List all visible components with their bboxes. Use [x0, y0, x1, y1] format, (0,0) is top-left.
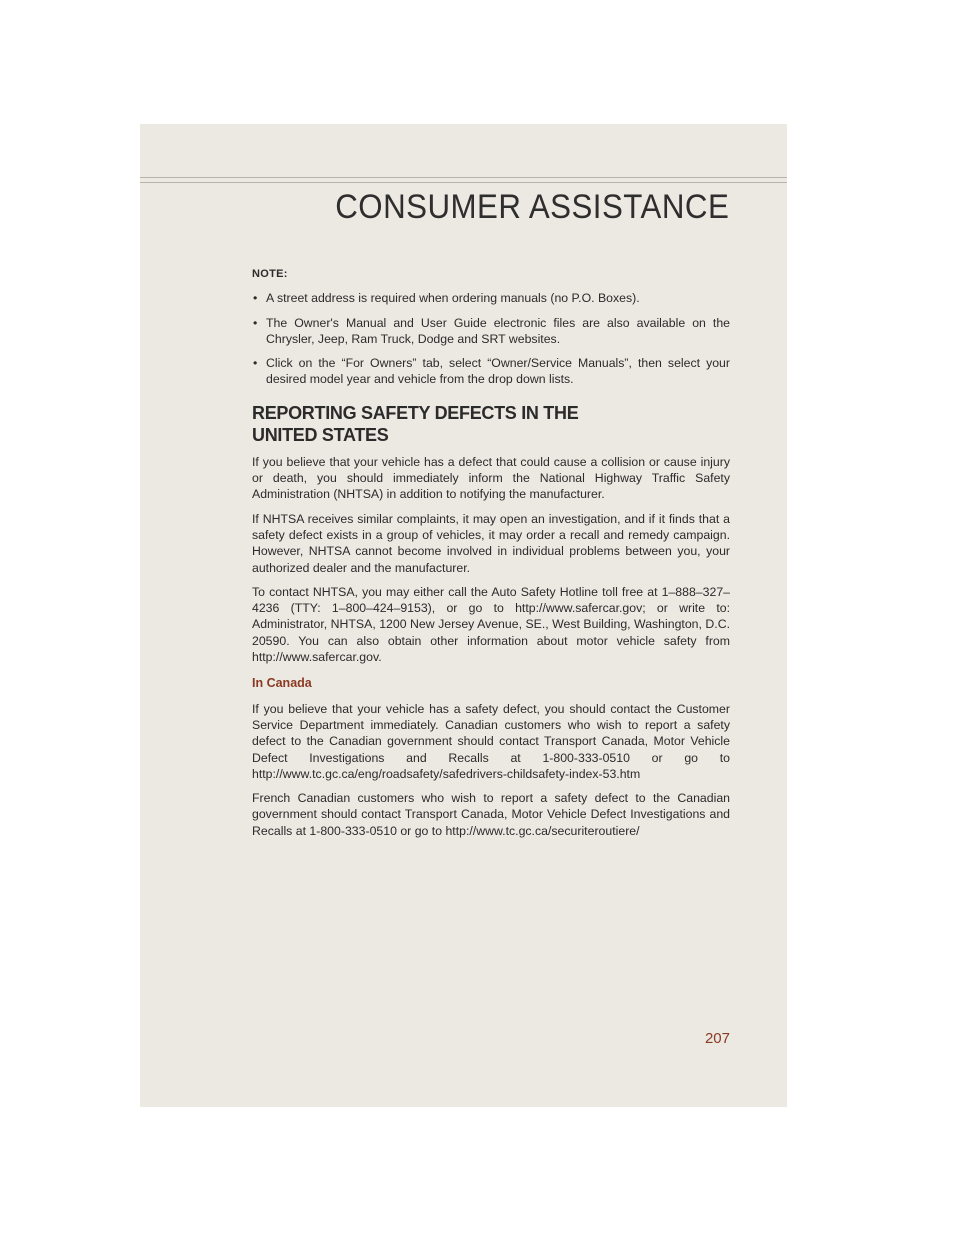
manual-page [140, 124, 787, 1107]
note-label: NOTE: [252, 268, 288, 280]
bullet-dot-icon: • [253, 315, 258, 330]
note-bullet-text: The Owner's Manual and User Guide electronic files are also available on the Chrysler, Jeep, Ram Truck, Dodge and SRT websites. [266, 315, 730, 346]
chapter-title: CONSUMER ASSISTANCE [334, 188, 729, 226]
note-bullet-text: Click on the “For Owners” tab, select “Owner/Service Manuals”, then select your desired model year and vehicle from the drop down lists. [266, 356, 730, 387]
note-bullet [252, 315, 730, 348]
bullet-dot-icon: • [253, 356, 258, 371]
page-content [252, 266, 730, 847]
note-bullet-text: A street address is required when ordering manuals (no P.O. Boxes). [266, 291, 640, 306]
bullet-dot-icon: • [253, 291, 258, 306]
section-heading: REPORTING SAFETY DEFECTS IN THE UNITED STATES [252, 402, 579, 445]
header-rule-bottom [140, 182, 787, 183]
note-bullet [252, 290, 730, 306]
note-bullet [252, 355, 730, 388]
section-paragraph: If you believe that your vehicle has a defect that could cause a collision or cause injury or death, you should immediately inform the National Highway Traffic Safety Administration (NHTSA) in addition to notifying the manufacturer. [252, 454, 730, 502]
canada-subheading: In Canada [252, 676, 312, 691]
page-number: 207 [704, 1030, 730, 1047]
header-rule-top [140, 177, 787, 178]
section-paragraph: If NHTSA receives similar complaints, it may open an investigation, and if it finds that a safety defect exists in a group of vehicles, it may order a recall and remedy campaign. However, NHTSA cannot become involved in individual problems between you, your authorized dealer and the manufacturer. [252, 511, 730, 575]
note-bullet-list [252, 290, 730, 387]
canada-paragraph: French Canadian customers who wish to report a safety defect to the Canadian government should contact Transport Canada, Motor Vehicle Defect Investigations and Recalls at 1-800-333-0510 or go to http://www.tc.gc.ca/securiteroutiere/ [252, 791, 730, 838]
section-paragraph: To contact NHTSA, you may either call the Auto Safety Hotline toll free at 1–888–327–4236 (TTY: 1–800–424–9153), or go to http://www.safercar.gov; or write to: Administrator, NHTSA, 1200 New Jersey Avenue, SE., West Building, Washington, D.C. 20590. You can also obtain other information about motor vehicle safety from http://www.safercar.gov. [252, 584, 730, 665]
canada-paragraph: If you believe that your vehicle has a safety defect, you should contact the Customer Service Department immediately. Canadian customers who wish to report a safety defect to the Canadian government should contact Transport Canada, Motor Vehicle Defect Investigations and Recalls at 1-800-333-0510 or go to http://www.tc.gc.ca/eng/roadsafety/safedrivers-childsafety-index-53.htm [252, 701, 730, 781]
